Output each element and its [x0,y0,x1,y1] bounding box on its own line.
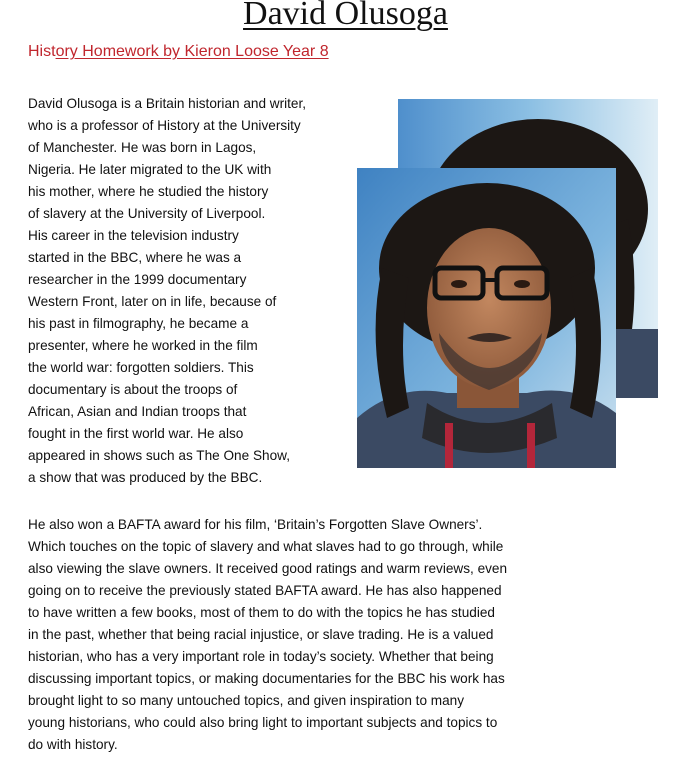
text-line: His career in the television industry [28,228,239,243]
text-line: He also won a BAFTA award for his film, ‘Britain’s Forgotten Slave Owners’. [28,517,483,532]
text-line: started in the BBC, where he was a [28,250,242,265]
text-line: the world war: forgotten soldiers. This [28,360,254,375]
text-line: David Olusoga is a Britain historian and writer, [28,96,307,111]
text-line: his past in filmography, he became a [28,316,249,331]
text-line: fought in the first world war. He also [28,426,244,441]
text-line: discussing important topics, or making documentaries for the BBC his work has [28,671,505,686]
subtitle [28,41,329,63]
text-line: presenter, where he worked in the film [28,338,258,353]
text-line: historian, who has a very important role in today’s society. Whether that being [28,649,494,664]
portrait-photo [357,168,616,468]
text-line: appeared in shows such as The One Show, [28,448,290,463]
text-line: Western Front, later on in life, because of [28,294,277,309]
text-line: of slavery at the University of Liverpool. [28,206,266,221]
text-line: a show that was produced by the BBC. [28,470,263,485]
text-line: researcher in the 1999 documentary [28,272,247,287]
text-line: African, Asian and Indian troops that [28,404,247,419]
second-paragraph [28,514,648,756]
text-line: in the past, whether that being racial injustice, or slave trading. He is a valued [28,627,494,642]
subtitle-underlined: ory Homework by Kieron Loose Year 8 [55,43,329,60]
page-title: David Olusoga [243,0,448,32]
text-line: documentary is about the troops of [28,382,238,397]
text-line: do with history. [28,737,118,752]
text-line: to have written a few books, most of them to do with the topics he has studied [28,605,495,620]
text-line: young historians, who could also bring light to important subjects and topics to [28,715,498,730]
subtitle-lead: Hist [28,43,56,60]
text-line: his mother, where he studied the history [28,184,269,199]
intro-paragraph [28,93,358,489]
text-line: of Manchester. He was born in Lagos, [28,140,257,155]
text-line: Nigeria. He later migrated to the UK with [28,162,272,177]
text-line: going on to receive the previously stated BAFTA award. He has also happened [28,583,502,598]
text-line: also viewing the slave owners. It received good ratings and warm reviews, even [28,561,508,576]
text-line: who is a professor of History at the University [28,118,301,133]
text-line: brought light to so many untouched topics, and given inspiration to many [28,693,465,708]
text-line: Which touches on the topic of slavery and what slaves had to go through, while [28,539,504,554]
